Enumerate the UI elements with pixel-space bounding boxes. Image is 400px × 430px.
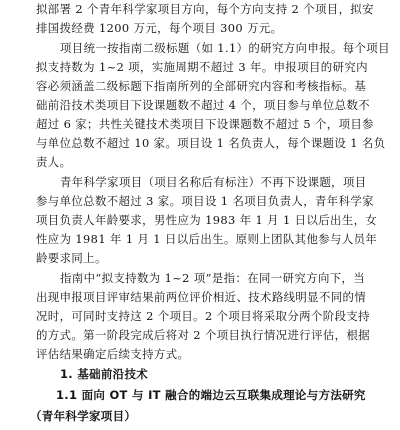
paragraph-line: 拟支持数为 1~2 项，实施周期不超过 3 年。申报项目的研究内: [36, 60, 368, 74]
paragraph-line: 项目负责人年龄要求，男性应为 1983 年 1 月 1 日以后出生，女: [36, 213, 378, 227]
paragraph-line: 青年科学家项目（项目名称后有标注）不再下设课题，项目: [60, 175, 367, 189]
paragraph-line: 参与单位总数不超过 3 家。项目设 1 名项目负责人，青年科学家: [36, 194, 374, 208]
paragraph-line: 项目统一按指南二级标题（如 1.1）的研究方向申报。每个项目: [60, 41, 390, 55]
paragraph-line: 容必须涵盖二级标题下指南所列的全部研究内容和考核指标。基: [36, 79, 367, 93]
paragraph-line: 性应为 1981 年 1 月 1 日以后出生。原则上团队其他参与人员年: [36, 232, 378, 246]
paragraph-line: 的方式。第一阶段完成后将对 2 个项目执行情况进行评估，根据: [36, 328, 371, 342]
subsection-heading: 1.1 面向 OT 与 IT 融合的端边云互联集成理论与方法研究: [56, 388, 366, 402]
paragraph-line: 评估结果确定后续支持方式。: [36, 347, 190, 361]
paragraph-line: 与单位总数不超过 10 家。项目设 1 名负责人，每个课题设 1 名负: [36, 136, 386, 150]
paragraph-line: 况时，可同时支持这 2 个项目。2 个项目将采取分两个阶段支持: [36, 309, 370, 323]
paragraph-line: 础前沿技术类项目下设课题数不超过 4 个，项目参与单位总数不: [36, 98, 371, 112]
paragraph-line: 龄要求同上。: [36, 251, 107, 265]
paragraph-line: 出现申报项目评审结果前两位评价相近、技术路线明显不同的情: [36, 290, 367, 304]
paragraph-line: 拟部署 2 个青年科学家项目方向，每个方向支持 2 个项目，拟安: [36, 2, 374, 16]
section-heading: 1. 基础前沿技术: [60, 367, 149, 381]
paragraph-line: 超过 6 家；共性关键技术类项目下设课题数不超过 5 个，项目参: [36, 117, 374, 131]
subsection-note: （青年科学家项目）: [30, 409, 137, 423]
paragraph-line: 责人。: [36, 155, 72, 169]
paragraph-line: 排国拨经费 1200 万元，每个项目 300 万元。: [36, 21, 283, 35]
paragraph-line: 指南中“拟支持数为 1~2 项”是指：在同一研究方向下，当: [60, 271, 366, 285]
